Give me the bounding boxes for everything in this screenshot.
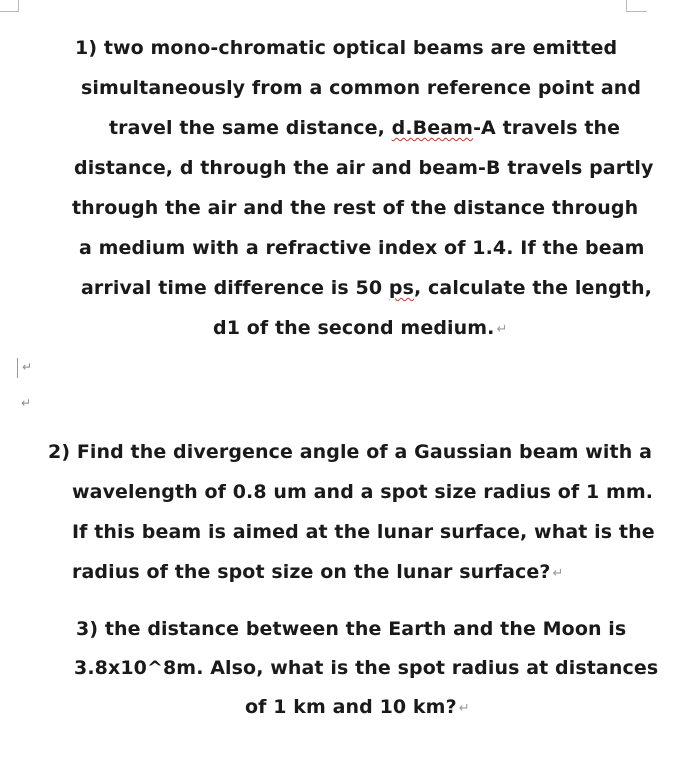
paragraph-return-icon: ↵ bbox=[552, 566, 564, 581]
problem1-line-7-start: arrival time difference is 50 bbox=[81, 277, 383, 299]
problem1-line-4: distance, d through the air and beam-B travels partly bbox=[74, 157, 654, 179]
margin-return-icon-top: ↵ bbox=[22, 360, 33, 374]
problem1-line-1: 1) two mono-chromatic optical beams are emitted bbox=[75, 37, 618, 59]
margin-return-icon-bottom: ↵ bbox=[21, 396, 32, 410]
margin-cursor-bar bbox=[17, 358, 18, 378]
problem3-line-1: 3) the distance between the Earth and the Moon is bbox=[76, 618, 627, 640]
problem1-line-7-end: , calculate the length, bbox=[414, 277, 652, 299]
paragraph-return-icon: ↵ bbox=[458, 701, 470, 716]
problem2-line-2: wavelength of 0.8 um and a spot size radius of 1 mm. bbox=[72, 481, 654, 503]
problem1-line-3 bbox=[109, 116, 620, 140]
problem1-line-2: simultaneously from a common reference point and bbox=[81, 77, 642, 99]
problem1-line-3-end: -A travels the bbox=[473, 117, 621, 139]
page-corner-top-left bbox=[0, 0, 19, 12]
problem1-line-8-text: d1 of the second medium. bbox=[213, 317, 495, 339]
problem2-line-4 bbox=[72, 560, 563, 587]
problem3-line-3-text: of 1 km and 10 km? bbox=[245, 696, 457, 718]
page-corner-top-right bbox=[626, 0, 647, 12]
problem1-line-8 bbox=[213, 316, 507, 343]
problem1-line-7 bbox=[81, 276, 652, 300]
problem2-line-4-text: radius of the spot size on the lunar surface? bbox=[72, 561, 551, 583]
paragraph-return-icon: ↵ bbox=[496, 322, 508, 337]
spellcheck-flag-d-beam[interactable]: d.Beam bbox=[391, 117, 474, 139]
problem2-line-3: If this beam is aimed at the lunar surface, what is the bbox=[72, 521, 655, 543]
spellcheck-flag-ps[interactable]: ps bbox=[388, 277, 415, 299]
problem1-line-5: through the air and the rest of the distance through bbox=[72, 197, 639, 219]
problem3-line-3 bbox=[245, 695, 470, 722]
problem1-line-3-start: travel the same distance, bbox=[109, 117, 385, 139]
problem3-line-2: 3.8x10^8m. Also, what is the spot radius at distances bbox=[74, 657, 659, 679]
problem1-line-6: a medium with a refractive index of 1.4. If the beam bbox=[79, 237, 645, 259]
problem2-line-1: 2) Find the divergence angle of a Gaussian beam with a bbox=[48, 441, 652, 463]
